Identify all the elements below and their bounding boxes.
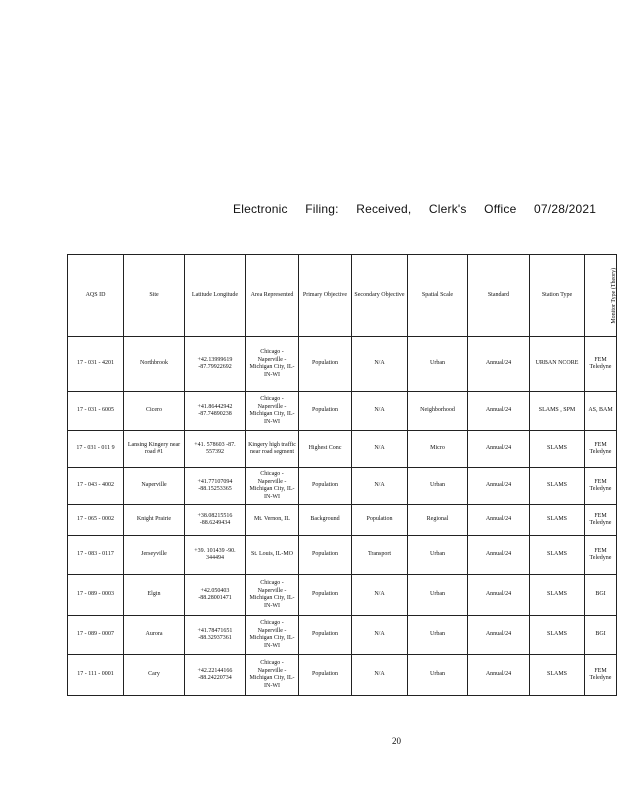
cell-aqs-id: 17 - 031 - 011 9 (68, 431, 124, 468)
cell-area: Chicago - Naperville - Michigan City, IL-IN-WI (246, 655, 299, 696)
cell-aqs-id: 17 - 089 - 0007 (68, 616, 124, 655)
cell-secondary-objective: N/A (352, 575, 408, 616)
cell-secondary-objective: Population (352, 505, 408, 536)
cell-standard: Annual/24 (468, 536, 530, 575)
cell-site: Naperville (124, 468, 185, 505)
cell-spatial-scale: Regional (408, 505, 468, 536)
cell-monitor-type: FEM Teledyne (585, 431, 617, 468)
cell-station-type: SLAMS , SPM (530, 392, 585, 431)
cell-primary-objective: Highest Conc (299, 431, 352, 468)
cell-site: Elgin (124, 575, 185, 616)
table-row (68, 431, 617, 468)
cell-standard: Annual/24 (468, 616, 530, 655)
col-header-site: Site (124, 255, 185, 337)
col-header-aqs-id: AQS ID (68, 255, 124, 337)
header-word: Filing: (305, 202, 339, 216)
cell-standard: Annual/24 (468, 468, 530, 505)
cell-station-type: SLAMS (530, 655, 585, 696)
cell-lat-long: +41.77107094 -88.15253365 (185, 468, 246, 505)
cell-aqs-id: 17 - 111 - 0001 (68, 655, 124, 696)
cell-primary-objective: Background (299, 505, 352, 536)
cell-spatial-scale: Urban (408, 616, 468, 655)
cell-spatial-scale: Urban (408, 575, 468, 616)
table-row (68, 655, 617, 696)
table-row (68, 575, 617, 616)
cell-secondary-objective: Transport (352, 536, 408, 575)
cell-secondary-objective: N/A (352, 337, 408, 392)
cell-secondary-objective: N/A (352, 431, 408, 468)
col-header-spatial-scale: Spatial Scale (408, 255, 468, 337)
col-header-secondary-objective: Secondary Objective (352, 255, 408, 337)
cell-site: Aurora (124, 616, 185, 655)
cell-spatial-scale: Urban (408, 536, 468, 575)
header-word: Electronic (233, 202, 288, 216)
col-header-standard: Standard (468, 255, 530, 337)
cell-area: Chicago - Naperville - Michigan City, IL-IN-WI (246, 392, 299, 431)
cell-secondary-objective: N/A (352, 468, 408, 505)
cell-spatial-scale: Neighborhood (408, 392, 468, 431)
cell-site: Cary (124, 655, 185, 696)
cell-area: Chicago - Naperville - Michigan City, IL-IN-WI (246, 468, 299, 505)
cell-lat-long: +42.13999619 -87.79922692 (185, 337, 246, 392)
cell-aqs-id: 17 - 031 - 4201 (68, 337, 124, 392)
cell-primary-objective: Population (299, 655, 352, 696)
cell-station-type: SLAMS (530, 431, 585, 468)
header-word: 07/28/2021 (534, 202, 597, 216)
cell-monitor-type: FEM Teledyne (585, 505, 617, 536)
cell-aqs-id: 17 - 031 - 6005 (68, 392, 124, 431)
table-row (68, 337, 617, 392)
cell-station-type: SLAMS (530, 505, 585, 536)
cell-spatial-scale: Urban (408, 655, 468, 696)
cell-primary-objective: Population (299, 536, 352, 575)
col-header-station-type: Station Type (530, 255, 585, 337)
cell-area: Chicago - Naperville - Michigan City, IL-IN-WI (246, 337, 299, 392)
cell-secondary-objective: N/A (352, 392, 408, 431)
monitor-type-label: Monitor Type (Theory) (611, 267, 618, 324)
cell-primary-objective: Population (299, 392, 352, 431)
cell-secondary-objective: N/A (352, 616, 408, 655)
cell-lat-long: +38.08215516 -88.6249434 (185, 505, 246, 536)
cell-station-type: SLAMS (530, 468, 585, 505)
cell-station-type: URBAN NCORE (530, 337, 585, 392)
cell-area: Chicago - Naperville - Michigan City, IL-IN-WI (246, 575, 299, 616)
cell-lat-long: +42.050403 -88.28001471 (185, 575, 246, 616)
cell-secondary-objective: N/A (352, 655, 408, 696)
cell-primary-objective: Population (299, 337, 352, 392)
cell-monitor-type: FEM Teledyne (585, 468, 617, 505)
cell-monitor-type: BGI (585, 575, 617, 616)
cell-site: Northbrook (124, 337, 185, 392)
cell-lat-long: +41.86442942 -87.74890238 (185, 392, 246, 431)
table-header-row (68, 255, 617, 337)
cell-monitor-type: FEM Teledyne (585, 536, 617, 575)
cell-standard: Annual/24 (468, 337, 530, 392)
cell-site: Jerseyville (124, 536, 185, 575)
cell-standard: Annual/24 (468, 655, 530, 696)
cell-standard: Annual/24 (468, 505, 530, 536)
cell-spatial-scale: Urban (408, 468, 468, 505)
cell-lat-long: +39. 101439 -90. 344494 (185, 536, 246, 575)
cell-site: Cicero (124, 392, 185, 431)
cell-aqs-id: 17 - 043 - 4002 (68, 468, 124, 505)
cell-lat-long: +41. 578603 -87. 557392 (185, 431, 246, 468)
cell-aqs-id: 17 - 089 - 0003 (68, 575, 124, 616)
header-word: Clerk's (428, 202, 467, 216)
col-header-monitor-type (585, 255, 617, 337)
cell-monitor-type: BGI (585, 616, 617, 655)
table-row (68, 616, 617, 655)
filing-stamp-header (233, 202, 597, 216)
table-row (68, 505, 617, 536)
cell-area: Kingery high traffic near road segment (246, 431, 299, 468)
cell-station-type: SLAMS (530, 616, 585, 655)
cell-aqs-id: 17 - 065 - 0002 (68, 505, 124, 536)
cell-aqs-id: 17 - 083 - 0117 (68, 536, 124, 575)
cell-spatial-scale: Micro (408, 431, 468, 468)
cell-area: St. Louis, IL-MO (246, 536, 299, 575)
table-row (68, 468, 617, 505)
cell-monitor-type: FEM Teledyne (585, 655, 617, 696)
cell-area: Mt. Vernon, IL (246, 505, 299, 536)
cell-standard: Annual/24 (468, 392, 530, 431)
header-word: Received, (356, 202, 412, 216)
cell-standard: Annual/24 (468, 575, 530, 616)
page-number: 20 (392, 736, 401, 746)
table-row (68, 536, 617, 575)
cell-monitor-type: FEM Teledyne (585, 337, 617, 392)
cell-primary-objective: Population (299, 616, 352, 655)
cell-monitor-type: AS, BAM (585, 392, 617, 431)
table-row (68, 392, 617, 431)
cell-lat-long: +41.78471651 -88.32937361 (185, 616, 246, 655)
cell-site: Lansing Kingery near road #1 (124, 431, 185, 468)
cell-station-type: SLAMS (530, 536, 585, 575)
col-header-area: Area Represented (246, 255, 299, 337)
cell-site: Knight Prairie (124, 505, 185, 536)
cell-area: Chicago - Naperville - Michigan City, IL-IN-WI (246, 616, 299, 655)
cell-primary-objective: Population (299, 575, 352, 616)
col-header-lat-long: Latitude Longitude (185, 255, 246, 337)
header-word: Office (484, 202, 517, 216)
cell-primary-objective: Population (299, 468, 352, 505)
col-header-primary-objective: Primary Objective (299, 255, 352, 337)
cell-lat-long: +42.22144166 -88.24220734 (185, 655, 246, 696)
cell-spatial-scale: Urban (408, 337, 468, 392)
monitoring-sites-table (67, 254, 617, 696)
cell-standard: Annual/24 (468, 431, 530, 468)
cell-station-type: SLAMS (530, 575, 585, 616)
